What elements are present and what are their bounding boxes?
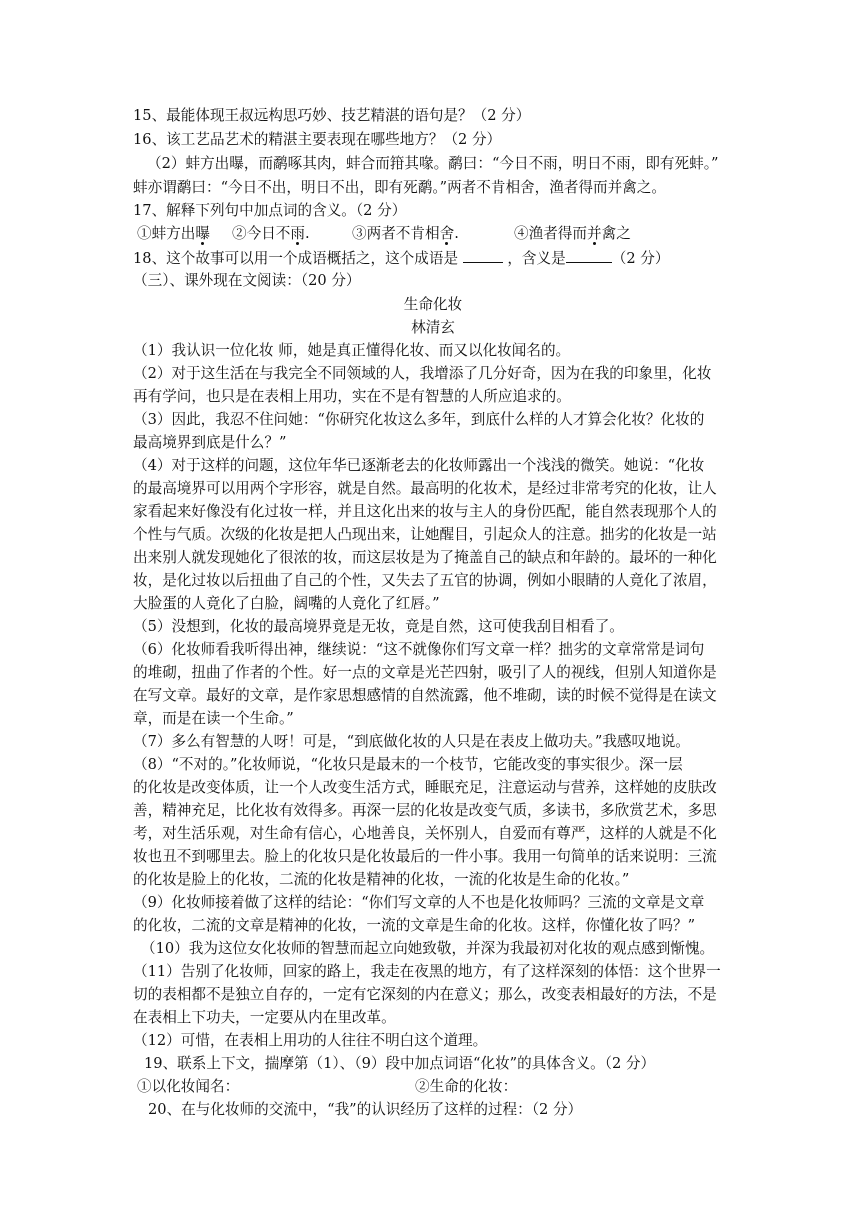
paragraph-line: 的化妆是改变体质，让一个人改变生活方式，睡眠充足，注意运动与营养，这样她的皮肤改 bbox=[133, 779, 717, 796]
passage-2-line-1: （2）蚌方出曝，而鹬啄其肉，蚌合而箝其喙。鹬曰：“今日不雨，明日不雨，即有死蚌。” bbox=[147, 155, 719, 172]
question-19-items bbox=[133, 1075, 733, 1099]
paragraph-line: （6）化妆师看我听得出神，继续说：“这不就像你们写文章一样？拙劣的文章常常是词句 bbox=[133, 641, 705, 658]
paragraph-line: 的最高境界可以用两个字形容，就是自然。最高明的化妆术，是经过非常考究的化妆，让人 bbox=[133, 480, 717, 497]
paragraph-line: 最高境界到底是什么？” bbox=[133, 434, 287, 451]
paragraph-line: （3）因此，我忍不住问她：“你研究化妆这么多年，到底什么样的人才算会化妆？化妆的 bbox=[133, 411, 705, 428]
article-author: 林清玄 bbox=[411, 319, 455, 336]
paragraph-line: 在表相上下功夫，一定要从内在里改革。 bbox=[133, 1009, 396, 1026]
paragraph-line: 妆也丑不到哪里去。脸上的化妆只是化妆最后的一件小事。我用一句简单的话来说明：三流 bbox=[133, 848, 717, 865]
paragraph-line: （5）没想到，化妆的最高境界竟是无妆，竟是自然，这可使我刮目相看了。 bbox=[133, 618, 624, 635]
paragraph-line: （12）可惜，在表相上用功的人往往不明白这个道理。 bbox=[133, 1032, 488, 1049]
paragraph-line: （9）化妆师接着做了这样的结论：“你们写文章的人不也是化妆师吗？三流的文章是文章 bbox=[133, 894, 705, 911]
paragraph-line: 在写文章。最好的文章，是作家思想感情的自然流露，他不堆砌，读的时候不觉得是在读文 bbox=[133, 687, 717, 704]
paragraph-line: 大脸蛋的人竟化了白脸，阔嘴的人竟化了红唇。” bbox=[133, 595, 440, 612]
paragraph-line: （2）对于这生活在与我完全不同领域的人，我增添了几分好奇，因为在我的印象里，化妆 bbox=[133, 365, 712, 382]
paragraph-line: 善，精神充足，比化妆有效得多。再深一层的化妆是改变气质，多读书，多欣赏艺术，多思 bbox=[133, 802, 717, 819]
paragraph-line: 的化妆，二流的文章是精神的化妆，一流的文章是生命的化妆。这样，你懂化妆了吗？” bbox=[133, 917, 696, 934]
paragraph-line: （1）我认识一位化妆 师，她是真正懂得化妆、而又以化妆闻名的。 bbox=[133, 342, 571, 359]
paragraph-line: 的化妆是脸上的化妆，二流的化妆是精神的化妆，一流的化妆是生命的化妆。” bbox=[133, 871, 630, 888]
paragraph-line: 考，对生活乐观，对生命有信心，心地善良，关怀别人，自爱而有尊严，这样的人就是不化 bbox=[133, 825, 717, 842]
q19-item-2: ②生命的化妆： bbox=[415, 1078, 518, 1095]
q17-item-1: ①蚌方出曝 bbox=[137, 225, 210, 242]
paragraph-line: 切的表相都不是独立自存的，一定有它深刻的内在意义；那么，改变表相最好的方法，不是 bbox=[133, 986, 717, 1003]
paragraph-line: （8）“不对的。”化妆师说，“化妆只是最末的一个枝节，它能改变的事实很少。深一层 bbox=[133, 756, 683, 773]
paragraph-line: （4）对于这样的问题，这位年华已逐渐老去的化妆师露出一个浅浅的微笑。她说：“化妆 bbox=[133, 457, 705, 474]
idiom-answer-blank[interactable] bbox=[463, 246, 503, 263]
question-15: 15、最能体现王叔远构思巧妙、技艺精湛的语句是？（2 分） bbox=[133, 107, 531, 124]
passage-2-line-2: 蚌亦谓鹬曰：“今日不出，明日不出，即有死鹬。”两者不肯相舍，渔者得而并禽之。 bbox=[133, 179, 666, 196]
article-title: 生命化妆 bbox=[403, 296, 463, 313]
q19-item-1: ①以化妆闻名： bbox=[137, 1078, 240, 1095]
paragraph-line: 章，而是在读一个生命。” bbox=[133, 710, 294, 727]
question-17-items bbox=[133, 222, 733, 246]
paragraph-line: 家看起来好像没有化过妆一样，并且这化出来的妆与主人的身份匹配，能自然表现那个人的 bbox=[133, 503, 717, 520]
paragraph-line: 的堆砌，扭曲了作者的个性。好一点的文章是光芒四射，吸引了人的视线，但别人知道你是 bbox=[133, 664, 717, 681]
q17-item-2: ②今日不雨. bbox=[232, 225, 310, 242]
paragraph-line: （10）我为这位女化妆师的智慧而起立向她致敬，并深为我最初对化妆的观点感到惭愧。 bbox=[141, 940, 715, 957]
paragraph-line: 个性与气质。次级的化妆是把人凸现出来，让她醒目，引起众人的注意。拙劣的化妆是一站 bbox=[133, 526, 717, 543]
question-20-prompt: 20、在与化妆师的交流中，“我”的认识经历了这样的过程：（2 分） bbox=[148, 1101, 583, 1118]
question-16: 16、该工艺品艺术的精湛主要表现在哪些地方？（2 分） bbox=[133, 131, 502, 148]
q17-item-4: ④渔者得而并禽之 bbox=[514, 225, 631, 242]
meaning-answer-blank[interactable] bbox=[566, 246, 612, 263]
paragraph-line: （7）多么有智慧的人呀！可是，“到底做化妆的人只是在表皮上做功夫。”我感叹地说。 bbox=[133, 733, 690, 750]
paragraph-line: 出来别人就发现她化了很浓的妆，而这层妆是为了掩盖自己的缺点和年龄的。最坏的一种化 bbox=[133, 549, 717, 566]
question-19-prompt: 19、联系上下文，揣摩第（1）、（9）段中加点词语“化妆”的具体含义。（2 分） bbox=[144, 1055, 656, 1072]
section-3-heading: （三）、课外现在文阅读：（20 分） bbox=[133, 272, 361, 289]
q17-item-3: ③两者不肯相舍. bbox=[352, 225, 459, 242]
paragraph-line: 妆，是化过妆以后扭曲了自己的个性，又失去了五官的协调，例如小眼睛的人竟化了浓眉， bbox=[133, 572, 717, 589]
paragraph-line: 再有学问，也只是在表相上用功，实在不是有智慧的人所应追求的。 bbox=[133, 388, 571, 405]
paragraph-line: （11）告别了化妆师，回家的路上，我走在夜黑的地方，有了这样深刻的体悟：这个世界一 bbox=[133, 963, 721, 980]
question-18: 18、这个故事可以用一个成语概括之，这个成语是 ，含义是 （2 分） bbox=[133, 246, 733, 270]
question-17-prompt: 17、解释下列句中加点词的含义。（2 分） bbox=[133, 202, 407, 219]
